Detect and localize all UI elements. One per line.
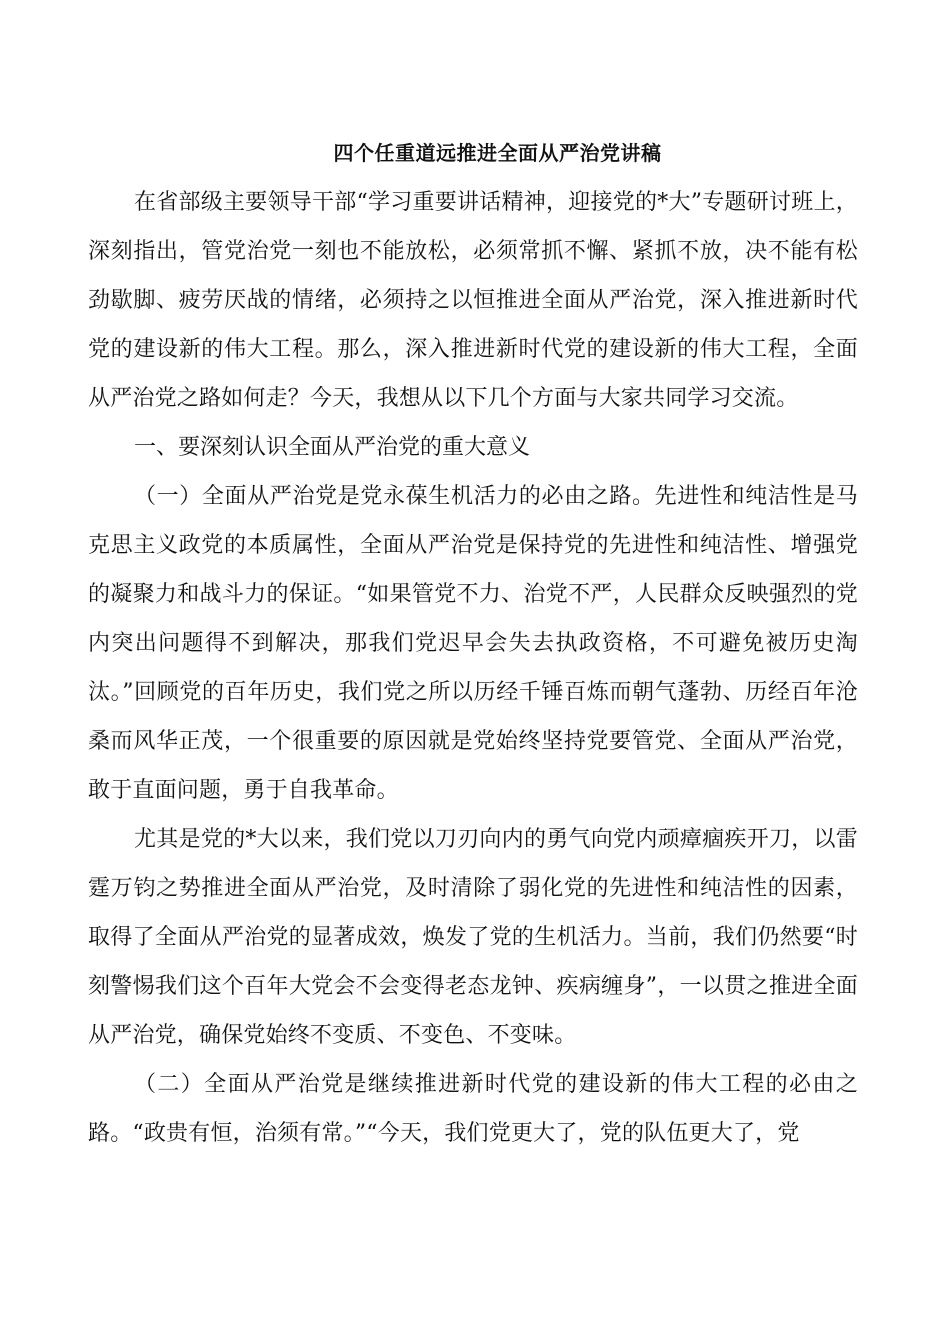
- intro-paragraph: 在省部级主要领导干部“学习重要讲话精神，迎接党的*大”专题研讨班上，深刻指出，管党治党一刻也不能放松，必须常抓不懈、紧抓不放，决不能有松劲歇脚、疲劳厌战的情绪，必须持之以恒推进全面从严治党，深入推进新时代党的建设新的伟大工程。那么，深入推进新时代党的建设新的伟大工程，全面从严治党之路如何走？今天，我想从以下几个方面与大家共同学习交流。: [88, 190, 858, 411]
- document-body: [88, 178, 858, 1158]
- subsection-paragraph-2: （二）全面从严治党是继续推进新时代党的建设新的伟大工程的必由之路。“政贵有恒，治须有常。”“今天，我们党更大了，党的队伍更大了，党: [88, 1072, 858, 1146]
- body-paragraph-2: 尤其是党的*大以来，我们党以刀刃向内的勇气向党内顽瘴痼疾开刀，以雷霆万钧之势推进全面从严治党，及时清除了弱化党的先进性和纯洁性的因素，取得了全面从严治党的显著成效，焕发了党的生机活力。当前，我们仍然要“时刻警惕我们这个百年大党会不会变得老态龙钟、疾病缠身”，一以贯之推进全面从严治党，确保党始终不变质、不变色、不变味。: [88, 827, 858, 1048]
- section-heading-1: 一、要深刻认识全面从严治党的重大意义: [134, 435, 531, 460]
- subsection-paragraph-1: （一）全面从严治党是党永葆生机活力的必由之路。先进性和纯洁性是马克思主义政党的本质属性，全面从严治党是保持党的先进性和纯洁性、增强党的凝聚力和战斗力的保证。“如果管党不力、治党不严，人民群众反映强烈的党内突出问题得不到解决，那我们党迟早会失去执政资格，不可避免被历史淘汰。”回顾党的百年历史，我们党之所以历经千锤百炼而朝气蓬勃、历经百年沧桑而风华正茂，一个很重要的原因就是党始终坚持党要管党、全面从严治党，敢于直面问题，勇于自我革命。: [88, 484, 858, 803]
- document-title: 四个任重道远推进全面从严治党讲稿: [333, 141, 662, 165]
